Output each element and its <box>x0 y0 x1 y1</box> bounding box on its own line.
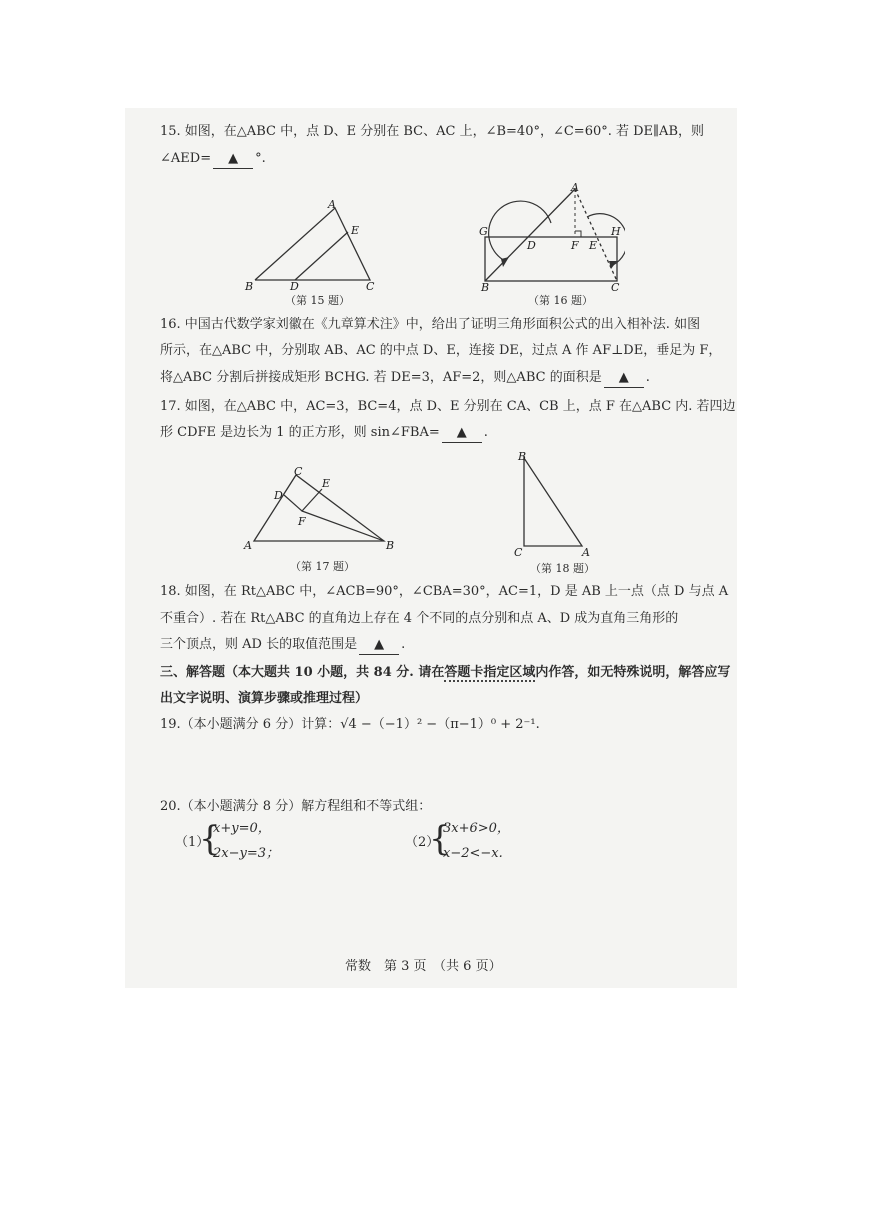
fig18-label-b: B <box>518 450 527 463</box>
fig16-caption: （第 16 题） <box>528 294 593 307</box>
fig18-label-c: C <box>514 546 523 559</box>
fig16-label-c: C <box>611 281 620 293</box>
figure-18 <box>510 450 600 560</box>
q18-suffix: . <box>401 637 406 652</box>
fig16-label-h: H <box>611 225 621 238</box>
q16-line3 <box>160 369 650 388</box>
fig17-label-c: C <box>294 465 303 478</box>
q18-line2: 不重合）. 若在 Rt△ABC 的直角边上存在 4 个不同的点分别和点 A、D 成为直角三角形的 <box>160 611 679 626</box>
section3-emphasis: 答题卡指定区域 <box>444 665 536 680</box>
fig15-caption: （第 15 题） <box>285 294 350 307</box>
q18-answer-blank: ▲ <box>359 636 399 655</box>
q20-part2-eq1: 3x+6>0， <box>443 821 510 836</box>
q20-part1-eq1: x+y=0， <box>213 821 271 836</box>
q17-line1: 17. 如图，在△ABC 中，AC=3，BC=4，点 D、E 分别在 CA、CB 上，点 F 在△ABC 内. 若四边 <box>160 399 736 414</box>
section3-text-b: 内作答，如无特殊说明，解答应写 <box>535 665 731 680</box>
q19-text: 19.（本小题满分 6 分）计算：√4 −（−1）² −（π−1）⁰ + 2⁻¹. <box>160 717 540 732</box>
q15-suffix: °. <box>255 151 266 166</box>
q16-suffix: . <box>645 370 650 385</box>
q18-line1: 18. 如图，在 Rt△ABC 中，∠ACB=90°，∠CBA=30°，AC=1，D 是 AB 上一点（点 D 与点 A <box>160 584 729 599</box>
q18-prefix: 三个顶点，则 AD 长的取值范围是 <box>160 637 358 652</box>
page-footer: 常数 第 3 页 （共 6 页） <box>345 959 502 974</box>
fig15-label-d: D <box>290 280 299 293</box>
figure-16 <box>475 183 625 293</box>
figure-17 <box>240 463 400 558</box>
q20-part2-eq2: x−2<−x. <box>443 846 503 861</box>
q15-line1: 15. 如图，在△ABC 中，点 D、E 分别在 BC、AC 上，∠B=40°，∠C=60°. 若 DE∥AB，则 <box>160 124 704 139</box>
fig15-label-b: B <box>245 280 254 293</box>
q17-answer-blank: ▲ <box>442 424 482 443</box>
fig16-label-a: A <box>571 183 579 194</box>
q15-line2 <box>160 150 266 169</box>
fig17-label-d: D <box>274 489 283 502</box>
fig16-label-g: G <box>479 225 488 238</box>
fig15-label-e: E <box>351 224 360 237</box>
q16-line2: 所示，在△ABC 中，分别取 AB、AC 的中点 D、E，连接 DE，过点 A 作 AF⊥DE，垂足为 F， <box>160 343 722 358</box>
q16-line1: 16. 中国古代数学家刘徽在《九章算术注》中，给出了证明三角形面积公式的出入相补法. 如图 <box>160 317 701 332</box>
fig15-label-c: C <box>366 280 375 293</box>
q15-prefix: ∠AED= <box>160 151 212 166</box>
fig18-caption: （第 18 题） <box>530 562 595 575</box>
fig17-label-b: B <box>386 539 395 552</box>
fig17-label-a: A <box>244 539 252 552</box>
q20-part2-brace: { <box>429 819 451 859</box>
fig15-segment-de <box>295 232 348 280</box>
fig17-triangle-abc <box>254 475 384 541</box>
q20-part1-label: （1） <box>175 835 210 850</box>
fig16-label-e: E <box>589 239 598 252</box>
fig18-triangle-abc <box>524 458 582 546</box>
q20-part1-brace: { <box>199 819 221 859</box>
fig15-triangle-abc <box>255 208 370 280</box>
fig16-right-angle <box>575 231 581 237</box>
q17-line2 <box>160 424 488 443</box>
q20-part1-eq2: 2x−y=3； <box>213 846 280 861</box>
fig16-label-f: F <box>571 239 579 252</box>
q20-text: 20.（本小题满分 8 分）解方程组和不等式组： <box>160 799 432 814</box>
fig15-label-a: A <box>328 198 336 211</box>
figure-15 <box>240 198 380 293</box>
fig17-square-cdfe <box>284 489 322 511</box>
q16-answer-blank: ▲ <box>604 369 644 388</box>
fig16-arrowhead-right <box>609 261 617 269</box>
fig16-arrowhead-left <box>501 257 509 267</box>
q20-part2-label: （2） <box>405 835 440 850</box>
fig17-label-e: E <box>322 477 331 490</box>
fig17-segment-fb <box>302 511 384 541</box>
q17-suffix: . <box>483 425 488 440</box>
section3-heading-line2: 出文字说明、演算步骤或推理过程） <box>160 691 369 706</box>
fig17-label-f: F <box>298 515 306 528</box>
q18-line3 <box>160 636 405 655</box>
fig16-rotation-arc-left <box>489 201 551 261</box>
fig16-label-d: D <box>527 239 536 252</box>
section3-heading-line1 <box>160 664 730 682</box>
section3-text-a: 三、解答题（本大题共 10 小题，共 84 分. 请在 <box>160 665 445 680</box>
fig18-label-a: A <box>582 546 590 559</box>
q16-prefix: 将△ABC 分割后拼接成矩形 BCHG. 若 DE=3，AF=2，则△ABC 的面积是 <box>160 370 602 385</box>
q15-answer-blank: ▲ <box>213 150 253 169</box>
fig16-label-b: B <box>481 281 490 293</box>
fig17-caption: （第 17 题） <box>290 560 355 573</box>
q17-prefix: 形 CDFE 是边长为 1 的正方形，则 sin∠FBA= <box>160 425 440 440</box>
